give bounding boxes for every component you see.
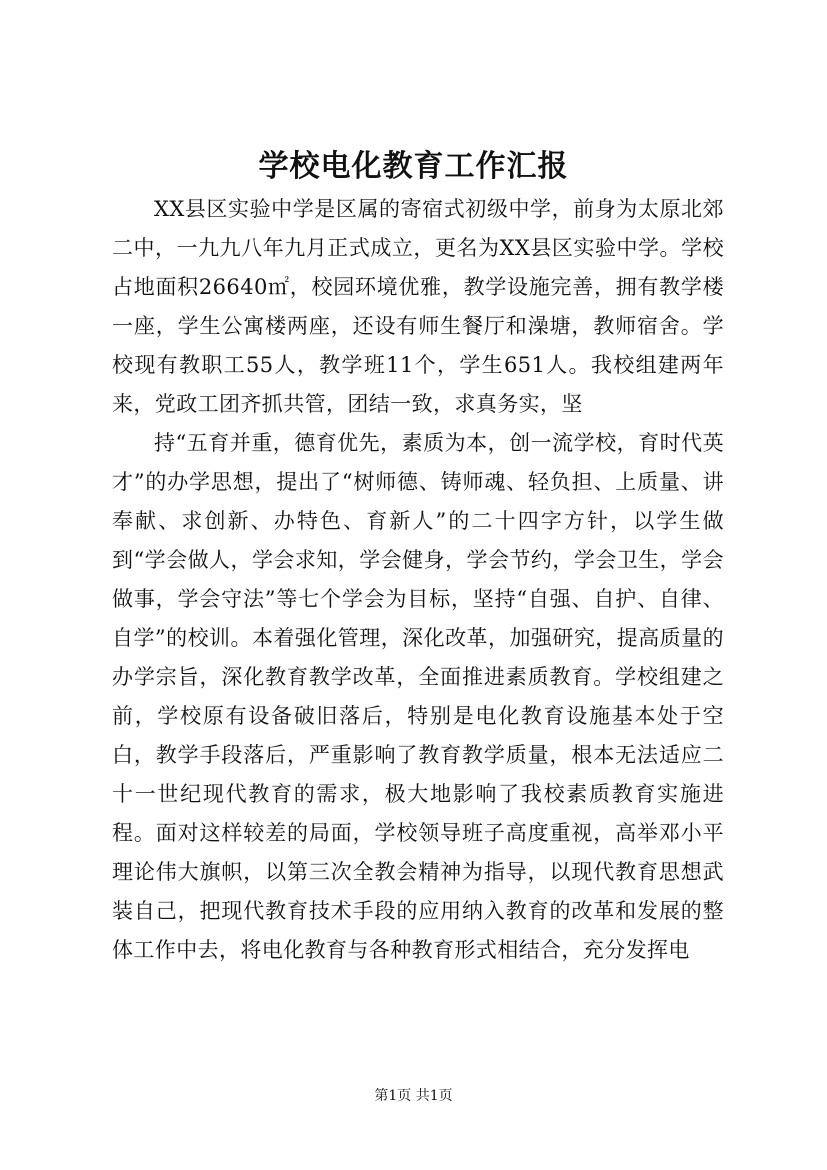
document-title: 学校电化教育工作汇报 bbox=[258, 149, 569, 184]
document-body bbox=[112, 190, 724, 970]
paragraph-2: 持“五育并重，德育优先，素质为本，创一流学校，育时代英才”的办学思想，提出了“树师德、铸师魂、轻负担、上质量、讲奉献、求创新、办特色、育新人”的二十四字方针，以学生做到“学会做人，学会求知，学会健身，学会节约，学会卫生，学会做事，学会守法”等七个学会为目标，坚持“自强、自护、自律、自学”的校训。本着强化管理，深化改革，加强研究，提高质量的办学宗旨，深化教育教学改革，全面推进素质教育。学校组建之前，学校原有设备破旧落后，特别是电化教育设施基本处于空白，教学手段落后，严重影响了教育教学质量，根本无法适应二十一世纪现代教育的需求，极大地影响了我校素质教育实施进程。面对这样较差的局面，学校领导班子高度重视，高举邓小平理论伟大旗帜，以第三次全教会精神为指导，以现代教育思想武装自己，把现代教育技术手段的应用纳入教育的改革和发展的整体工作中去，将电化教育与各种教育形式相结合，充分发挥电 bbox=[112, 431, 724, 962]
page-footer: 第1页 共1页 bbox=[374, 1088, 453, 1104]
paragraph-1: XX县区实验中学是区属的寄宿式初级中学，前身为太原北郊二中，一九九八年九月正式成立，更名为XX县区实验中学。学校占地面积26640㎡，校园环境优雅，教学设施完善，拥有教学楼一座，学生公寓楼两座，还设有师生餐厅和澡塘，教师宿舍。学校现有教职工55人，教学班11个，学生651人。我校组建两年来，党政工团齐抓共管，团结一致，求真务实，坚 bbox=[112, 197, 724, 416]
